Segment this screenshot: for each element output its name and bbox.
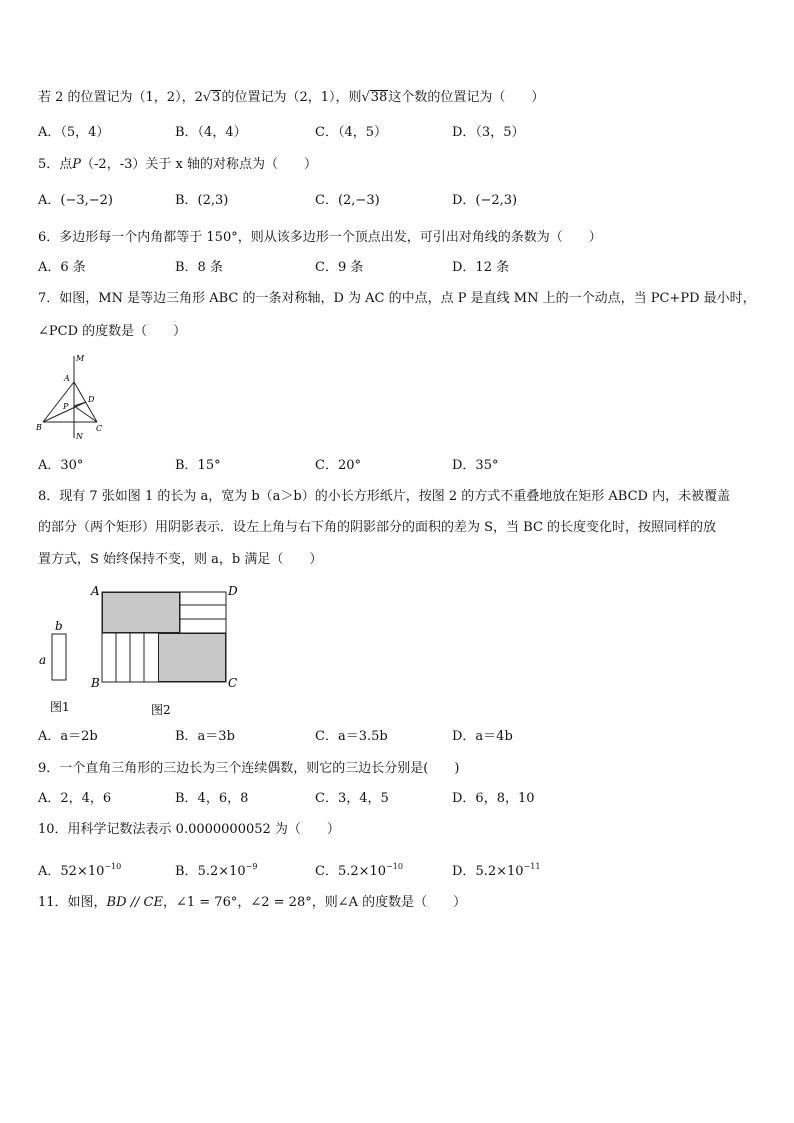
q5-option-d[interactable]: D．(−2,3) xyxy=(452,193,518,208)
q8-option-d[interactable]: D．a＝4b xyxy=(452,729,513,744)
q5-option-c[interactable]: C．(2,−3) xyxy=(315,193,380,208)
q4-option-c[interactable]: C．（4，5） xyxy=(315,125,387,140)
q7-label-b: B xyxy=(36,423,42,432)
q7-label-d: D xyxy=(88,395,95,404)
q7-segment-pc xyxy=(74,406,97,422)
q7-option-b[interactable]: B．15° xyxy=(175,458,221,473)
q10-option-d[interactable]: D．$5.2\times 10^{-11}$ xyxy=(452,862,541,879)
q6-option-c[interactable]: C．9 条 xyxy=(315,260,364,275)
q8-figures xyxy=(34,580,254,720)
q10-option-a[interactable]: A．$52\times 10^{-10}$ xyxy=(38,862,122,879)
q7-option-a[interactable]: A．30° xyxy=(38,458,84,473)
q8-option-c[interactable]: C．a＝3.5b xyxy=(315,729,388,744)
q7-options xyxy=(38,456,758,476)
q8-label-a-corner: A xyxy=(91,584,100,598)
q6-option-a[interactable]: A．6 条 xyxy=(38,260,86,275)
q7-stem-line1: 7．如图，MN 是等边三角形 ABC 的一条对称轴，D 为 AC 的中点，点 P 是直线 MN 上的一个动点，当 PC+PD 最小时， xyxy=(38,291,756,306)
q8-shaded-bottom-right xyxy=(159,634,226,682)
q4-option-d[interactable]: D．（3，5） xyxy=(452,125,525,140)
q8-label-b-corner: B xyxy=(91,676,100,690)
q8-label-d-corner: D xyxy=(228,584,238,598)
q7-option-c[interactable]: C．20° xyxy=(315,458,361,473)
q7-stem-line2: ∠PCD 的度数是（ ） xyxy=(38,324,187,339)
q8-stem-line3: 置方式，S 始终保持不变，则 a，b 满足（ ） xyxy=(38,552,323,567)
q8-option-b[interactable]: B．a＝3b xyxy=(175,729,235,744)
q5-options xyxy=(38,191,758,211)
q9-stem: 9．一个直角三角形的三边长为三个连续偶数，则它的三边长分别是( ) xyxy=(38,761,460,776)
q9-option-d[interactable]: D．6，8，10 xyxy=(452,791,535,806)
q8-options xyxy=(38,727,758,747)
q9-option-a[interactable]: A．2，4，6 xyxy=(38,791,112,806)
q10-stem: 10．用科学记数法表示 0.0000000052 为（ ） xyxy=(38,822,340,837)
q7-label-a: A xyxy=(64,374,70,383)
q10-options xyxy=(38,857,758,877)
q8-fig1-caption: 图1 xyxy=(50,700,70,714)
q4-options xyxy=(38,123,758,143)
q9-option-c[interactable]: C．3，4，5 xyxy=(315,791,389,806)
q5-option-a[interactable]: A．(−3,−2) xyxy=(38,193,113,208)
q7-label-m: M xyxy=(76,354,85,363)
q8-fig1-rectangle xyxy=(52,634,66,680)
q4-option-a[interactable]: A．（5，4） xyxy=(38,125,110,140)
q7-segment-pd xyxy=(74,402,86,406)
q8-label-c-corner: C xyxy=(228,676,238,690)
q9-options xyxy=(38,789,758,809)
q10-option-c[interactable]: C．$5.2\times 10^{-10}$ xyxy=(315,862,403,879)
q8-stem-line1: 8．现有 7 张如图 1 的长为 a，宽为 b（a＞b）的小长方形纸片，按图 2 的方式不重叠地放在矩形 ABCD 内，未被覆盖 xyxy=(38,489,731,504)
q11-stem: 11．如图，BD // CE，∠1 = 76°，∠2 = 28°，则∠A 的度数是（ ） xyxy=(38,895,467,910)
q8-fig2-caption: 图2 xyxy=(151,703,171,717)
q5-stem: 5．点P（-2，-3）关于 x 轴的对称点为（ ） xyxy=(38,157,317,172)
q8-stem-line2: 的部分（两个矩形）用阴影表示．设左上角与右下角的阴影部分的面积的差为 S，当 BC 的长度变化时，按照同样的放 xyxy=(38,520,717,535)
q6-options xyxy=(38,258,758,278)
q10-option-b[interactable]: B．$5.2\times 10^{-9}$ xyxy=(175,862,258,879)
q7-option-d[interactable]: D．35° xyxy=(452,458,499,473)
q7-side-ab xyxy=(43,382,74,422)
q6-stem: 6．多边形每一个内角都等于 150°，则从该多边形一个顶点出发，可引出对角线的条数为（ ） xyxy=(38,230,602,245)
q5-option-b[interactable]: B．(2,3) xyxy=(175,193,229,208)
q6-option-d[interactable]: D．12 条 xyxy=(452,260,510,275)
q7-triangle-figure xyxy=(34,352,114,444)
q4-option-b[interactable]: B．（4，4） xyxy=(175,125,247,140)
q7-label-c: C xyxy=(96,424,103,433)
q6-option-b[interactable]: B．8 条 xyxy=(175,260,223,275)
q8-label-a-small: a xyxy=(39,653,47,667)
q8-shaded-top-left xyxy=(103,593,180,633)
q4-stem: 若 2 的位置记为（1，2），2√3的位置记为（2，1），则√38这个数的位置记为（ ） xyxy=(38,90,545,105)
q9-option-b[interactable]: B．4，6，8 xyxy=(175,791,249,806)
q8-option-a[interactable]: A．a＝2b xyxy=(38,729,98,744)
q7-label-p: P xyxy=(63,402,69,411)
q8-label-b-small: b xyxy=(55,619,63,633)
q7-label-n: N xyxy=(76,432,83,441)
